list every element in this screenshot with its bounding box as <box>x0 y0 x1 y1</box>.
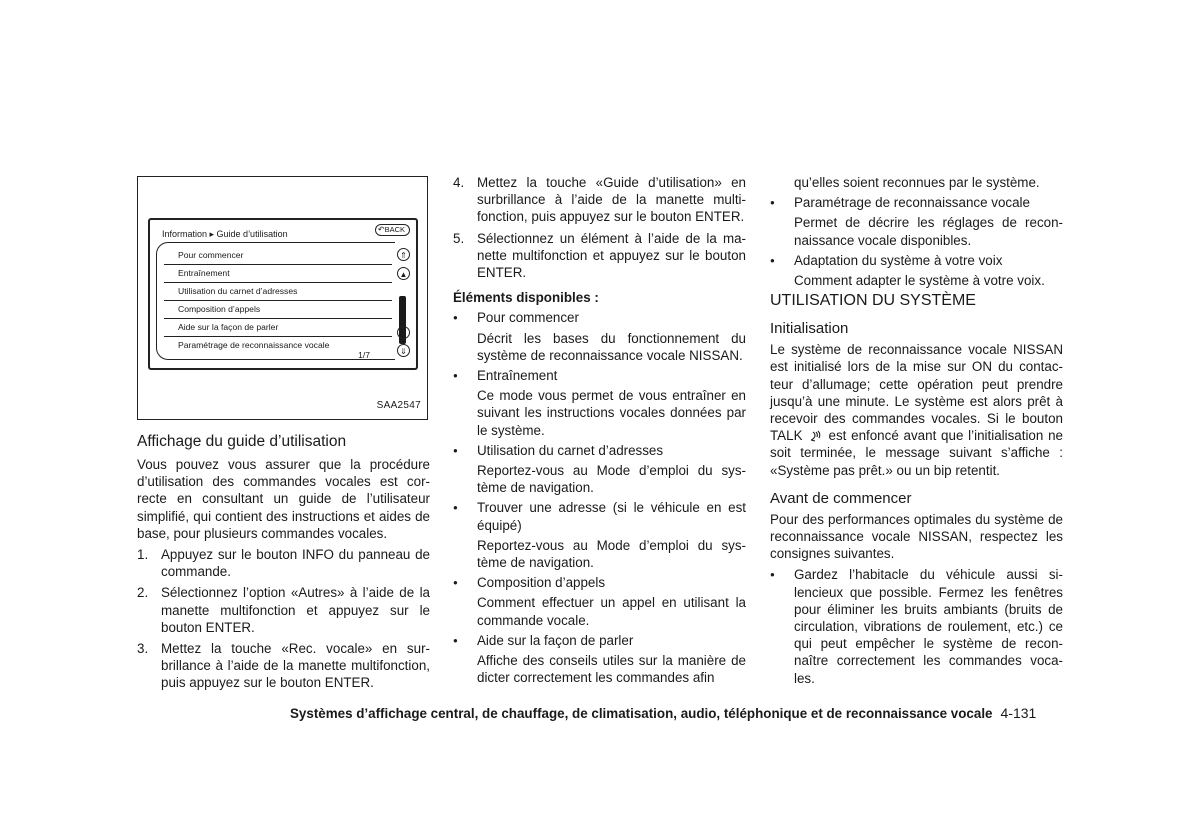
element-desc: Décrit les bases du fonctionnement du système de reconnaissance vocale NISSAN. <box>477 330 746 363</box>
double-down-icon: ⇓ <box>397 344 410 357</box>
step-text: Sélectionnez un élément à l’aide de la ma-nette multifonction et appuyez sur le bouton ENTER. <box>477 230 746 281</box>
menu-item <box>164 318 392 337</box>
menu-item-label: Aide sur la façon de parler <box>178 322 279 332</box>
continuation-text: qu’elles soient reconnues par le système. <box>794 175 1040 190</box>
subsection-heading: Initialisation <box>770 320 849 338</box>
menu-item <box>164 282 392 301</box>
element-item <box>453 574 746 629</box>
element-title: ● Aide sur la façon de parler <box>477 632 634 648</box>
step-number: 2. <box>137 585 149 601</box>
element-item <box>770 194 1063 249</box>
step-text: Sélectionnez l’option «Autres» à l’aide de la manette multifonction et appuyez sur le bouton ENTER. <box>161 585 430 635</box>
init-paragraph <box>770 341 1063 479</box>
screen-title: Information ▸ Guide d’utilisation <box>162 229 288 239</box>
element-title: ● Entraînement <box>477 368 558 384</box>
menu-item <box>164 264 392 283</box>
section-heading: UTILISATION DU SYSTÈME <box>770 292 976 310</box>
element-desc: Comment adapter le système à votre voix. <box>794 273 1045 289</box>
subsection-heading: Avant de commencer <box>770 489 912 507</box>
back-label: BACK <box>384 225 405 234</box>
init-text-b: est enfoncé avant que l’initialisation ne soit terminée, le message suivant s’affiche : «Système pas prêt.» ou un bip retentit. <box>770 428 1063 478</box>
element-desc: Comment effectuer un appel en utilisant la commande vocale. <box>477 595 746 628</box>
double-up-icon: ⇑ <box>397 248 410 261</box>
column-3 <box>770 174 1063 687</box>
elements-list <box>453 309 746 686</box>
page-footer <box>290 705 1036 721</box>
menu-item-label: Entraînement <box>178 268 230 278</box>
element-item <box>453 309 746 364</box>
element-title: ● Trouver une adresse (si le véhicule en est équipé) <box>477 500 746 533</box>
menu-item-label: Composition d’appels <box>178 304 261 314</box>
steps-list <box>453 174 746 281</box>
element-item <box>770 252 1063 289</box>
steps-list <box>137 546 430 692</box>
section-heading: Affichage du guide d’utilisation <box>137 433 347 450</box>
menu-item <box>164 246 392 265</box>
footer-title: Systèmes d’affichage central, de chauffage, de climatisation, audio, téléphonique et de reconnaissance vocale <box>290 706 993 721</box>
step-item <box>453 174 746 226</box>
step-text: Mettez la touche «Rec. vocale» en sur-brillance à l’aide de la manette multifonction, puis appuyez sur le bouton ENTER. <box>161 641 430 691</box>
advice-list <box>770 566 1063 686</box>
step-item <box>137 546 430 580</box>
element-title: ● Pour commencer <box>477 310 579 326</box>
menu-item-label: Paramétrage de reconnaissance vocale <box>178 340 330 350</box>
page-number: 4-131 <box>1000 705 1037 721</box>
advice-item <box>770 566 1063 686</box>
element-title: ● Composition d’appels <box>477 575 606 591</box>
element-item <box>453 632 746 687</box>
element-desc: Reportez-vous au Mode d’emploi du sys-tème de navigation. <box>477 537 746 571</box>
step-number: 3. <box>137 641 149 657</box>
element-desc: Ce mode vous permet de vous entraîner en suivant les instructions vocales données par le système. <box>477 388 746 438</box>
elements-list <box>770 194 1063 289</box>
figure-voice-guide-screen <box>137 176 428 420</box>
back-arrow-icon: ↶ <box>377 225 385 234</box>
menu-item-label: Pour commencer <box>178 250 244 260</box>
down-arrow-icon: ▼ <box>397 326 410 339</box>
page-indicator: 1/7 <box>358 349 370 360</box>
element-title: ● Adaptation du système à votre voix <box>794 252 1003 268</box>
init-text-a: Le système de reconnaissance vocale NISSAN est initialisé lors de la mise sur ON du contac-teur d’allumage; cette opération peut prendre jusqu’à une minute. Le système est alors prêt à recevoir des commandes vocales. Si le bouton TALK <box>770 342 1063 444</box>
element-item <box>453 442 746 497</box>
menu-item <box>164 300 392 319</box>
advice-text: ● Gardez l’habitacle du véhicule aussi si-lencieux que possible. Fermez les fenêtres pour éliminer les bruits ambiants (bruits de circulation, vibrations de roulement, etc.) ce qui peut empêcher le système de recon-naître correctement les commandes voca-les. <box>794 567 1063 686</box>
intro-paragraph: Vous pouvez vous assurer que la procédure d’utilisation des commandes vocales est cor-recte en consultant un guide de l’utilisateur simplifié, qui contient des instructions et aides de base, pour plusieurs commandes vocales. <box>137 457 430 541</box>
back-button <box>375 224 410 236</box>
step-text: Appuyez sur le bouton INFO du panneau de commande. <box>161 547 430 580</box>
before-paragraph: Pour des performances optimales du système de reconnaissance vocale NISSAN, respectez les consignes suivantes. <box>770 511 1063 562</box>
elements-heading: Éléments disponibles : <box>453 290 599 306</box>
element-item <box>453 367 746 439</box>
display-screen <box>148 218 418 370</box>
figure-code: SAA2547 <box>376 399 421 411</box>
step-item <box>453 230 746 282</box>
step-number: 1. <box>137 547 149 563</box>
column-2 <box>453 174 746 686</box>
menu-item-label: Utilisation du carnet d’adresses <box>178 286 298 296</box>
step-text: Mettez la touche «Guide d’utilisation» en surbrillance à l’aide de la manette multi-fonction, puis appuyez sur le bouton ENTER. <box>477 175 746 225</box>
element-desc: Reportez-vous au Mode d’emploi du sys-tème de navigation. <box>477 463 746 496</box>
element-desc: Affiche des conseils utiles sur la manière de dicter correctement les commandes afin <box>477 653 746 686</box>
element-desc: Permet de décrire les réglages de recon-naissance vocale disponibles. <box>794 215 1063 248</box>
element-item <box>453 499 746 571</box>
element-title: ● Utilisation du carnet d’adresses <box>477 442 664 458</box>
element-title: ● Paramétrage de reconnaissance vocale <box>794 195 1030 211</box>
step-number: 5. <box>453 230 465 246</box>
talk-icon <box>809 430 823 442</box>
step-item <box>137 640 430 692</box>
up-arrow-icon: ▲ <box>397 267 410 280</box>
column-1 <box>137 174 430 692</box>
step-number: 4. <box>453 175 465 190</box>
step-item <box>137 584 430 636</box>
